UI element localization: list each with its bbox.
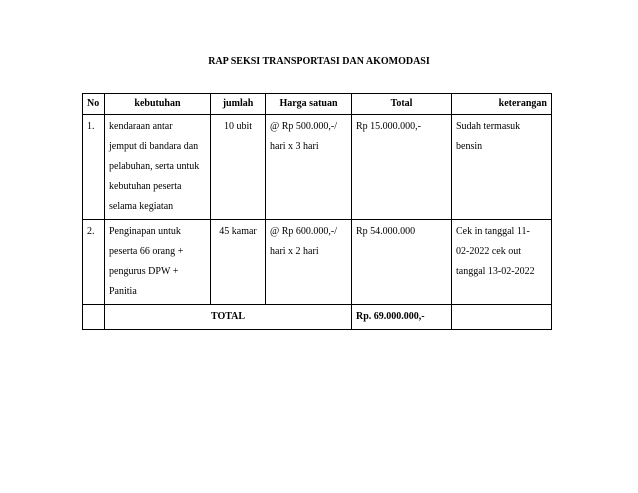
cell-harga-satuan-line: @ Rp 500.000,-/: [270, 121, 337, 132]
total-label: TOTAL: [105, 305, 352, 330]
cell-kebutuhan: [105, 220, 211, 305]
cell-kebutuhan-line: selama kegiatan: [109, 201, 174, 212]
cell-keterangan-line: Cek in tanggal 11-: [456, 226, 530, 237]
cell-harga-satuan-line: hari x 2 hari: [270, 246, 319, 257]
total-value: Rp. 69.000.000,-: [352, 305, 452, 330]
cell-keterangan: [452, 220, 552, 305]
header-jumlah: jumlah: [211, 94, 266, 115]
cell-no: 2.: [83, 220, 105, 305]
cell-kebutuhan-line: jemput di bandara dan: [109, 141, 199, 152]
cell-kebutuhan-line: kendaraan antar: [109, 121, 173, 132]
table-body: [83, 115, 552, 305]
cell-kebutuhan: [105, 115, 211, 220]
cell-harga-satuan-line: hari x 3 hari: [270, 141, 319, 152]
document-title: RAP SEKSI TRANSPORTASI DAN AKOMODASI: [208, 56, 430, 67]
cell-harga-satuan: [266, 115, 352, 220]
table-row: [83, 115, 552, 220]
header-no: No: [83, 94, 105, 115]
cell-keterangan-line: bensin: [456, 141, 483, 152]
footer-empty-no: [83, 305, 105, 330]
cell-kebutuhan-line: Panitia: [109, 286, 137, 297]
cell-kebutuhan-line: peserta 66 orang +: [109, 246, 184, 257]
cell-total: Rp 15.000.000,-: [352, 115, 452, 220]
cell-keterangan-line: 02-2022 cek out: [456, 246, 521, 257]
budget-table: [82, 93, 552, 330]
table-row: [83, 220, 552, 305]
cell-kebutuhan-line: Penginapan untuk: [109, 226, 181, 237]
cell-kebutuhan-line: pengurus DPW +: [109, 266, 179, 277]
cell-jumlah: 10 ubit: [211, 115, 266, 220]
cell-total: Rp 54.000.000: [352, 220, 452, 305]
header-kebutuhan: kebutuhan: [105, 94, 211, 115]
cell-keterangan: [452, 115, 552, 220]
cell-keterangan-line: Sudah termasuk: [456, 121, 521, 132]
footer-empty-keterangan: [452, 305, 552, 330]
table-header-row: [83, 94, 552, 115]
cell-harga-satuan-line: @ Rp 600.000,-/: [270, 226, 337, 237]
cell-no: 1.: [83, 115, 105, 220]
cell-jumlah: 45 kamar: [211, 220, 266, 305]
cell-kebutuhan-line: pelabuhan, serta untuk: [109, 161, 200, 172]
header-keterangan: keterangan: [452, 94, 552, 115]
cell-kebutuhan-line: kebutuhan peserta: [109, 181, 182, 192]
table-footer-row: [83, 305, 552, 330]
header-harga-satuan: Harga satuan: [266, 94, 352, 115]
cell-harga-satuan: [266, 220, 352, 305]
cell-keterangan-line: tanggal 13-02-2022: [456, 266, 535, 277]
header-total: Total: [352, 94, 452, 115]
